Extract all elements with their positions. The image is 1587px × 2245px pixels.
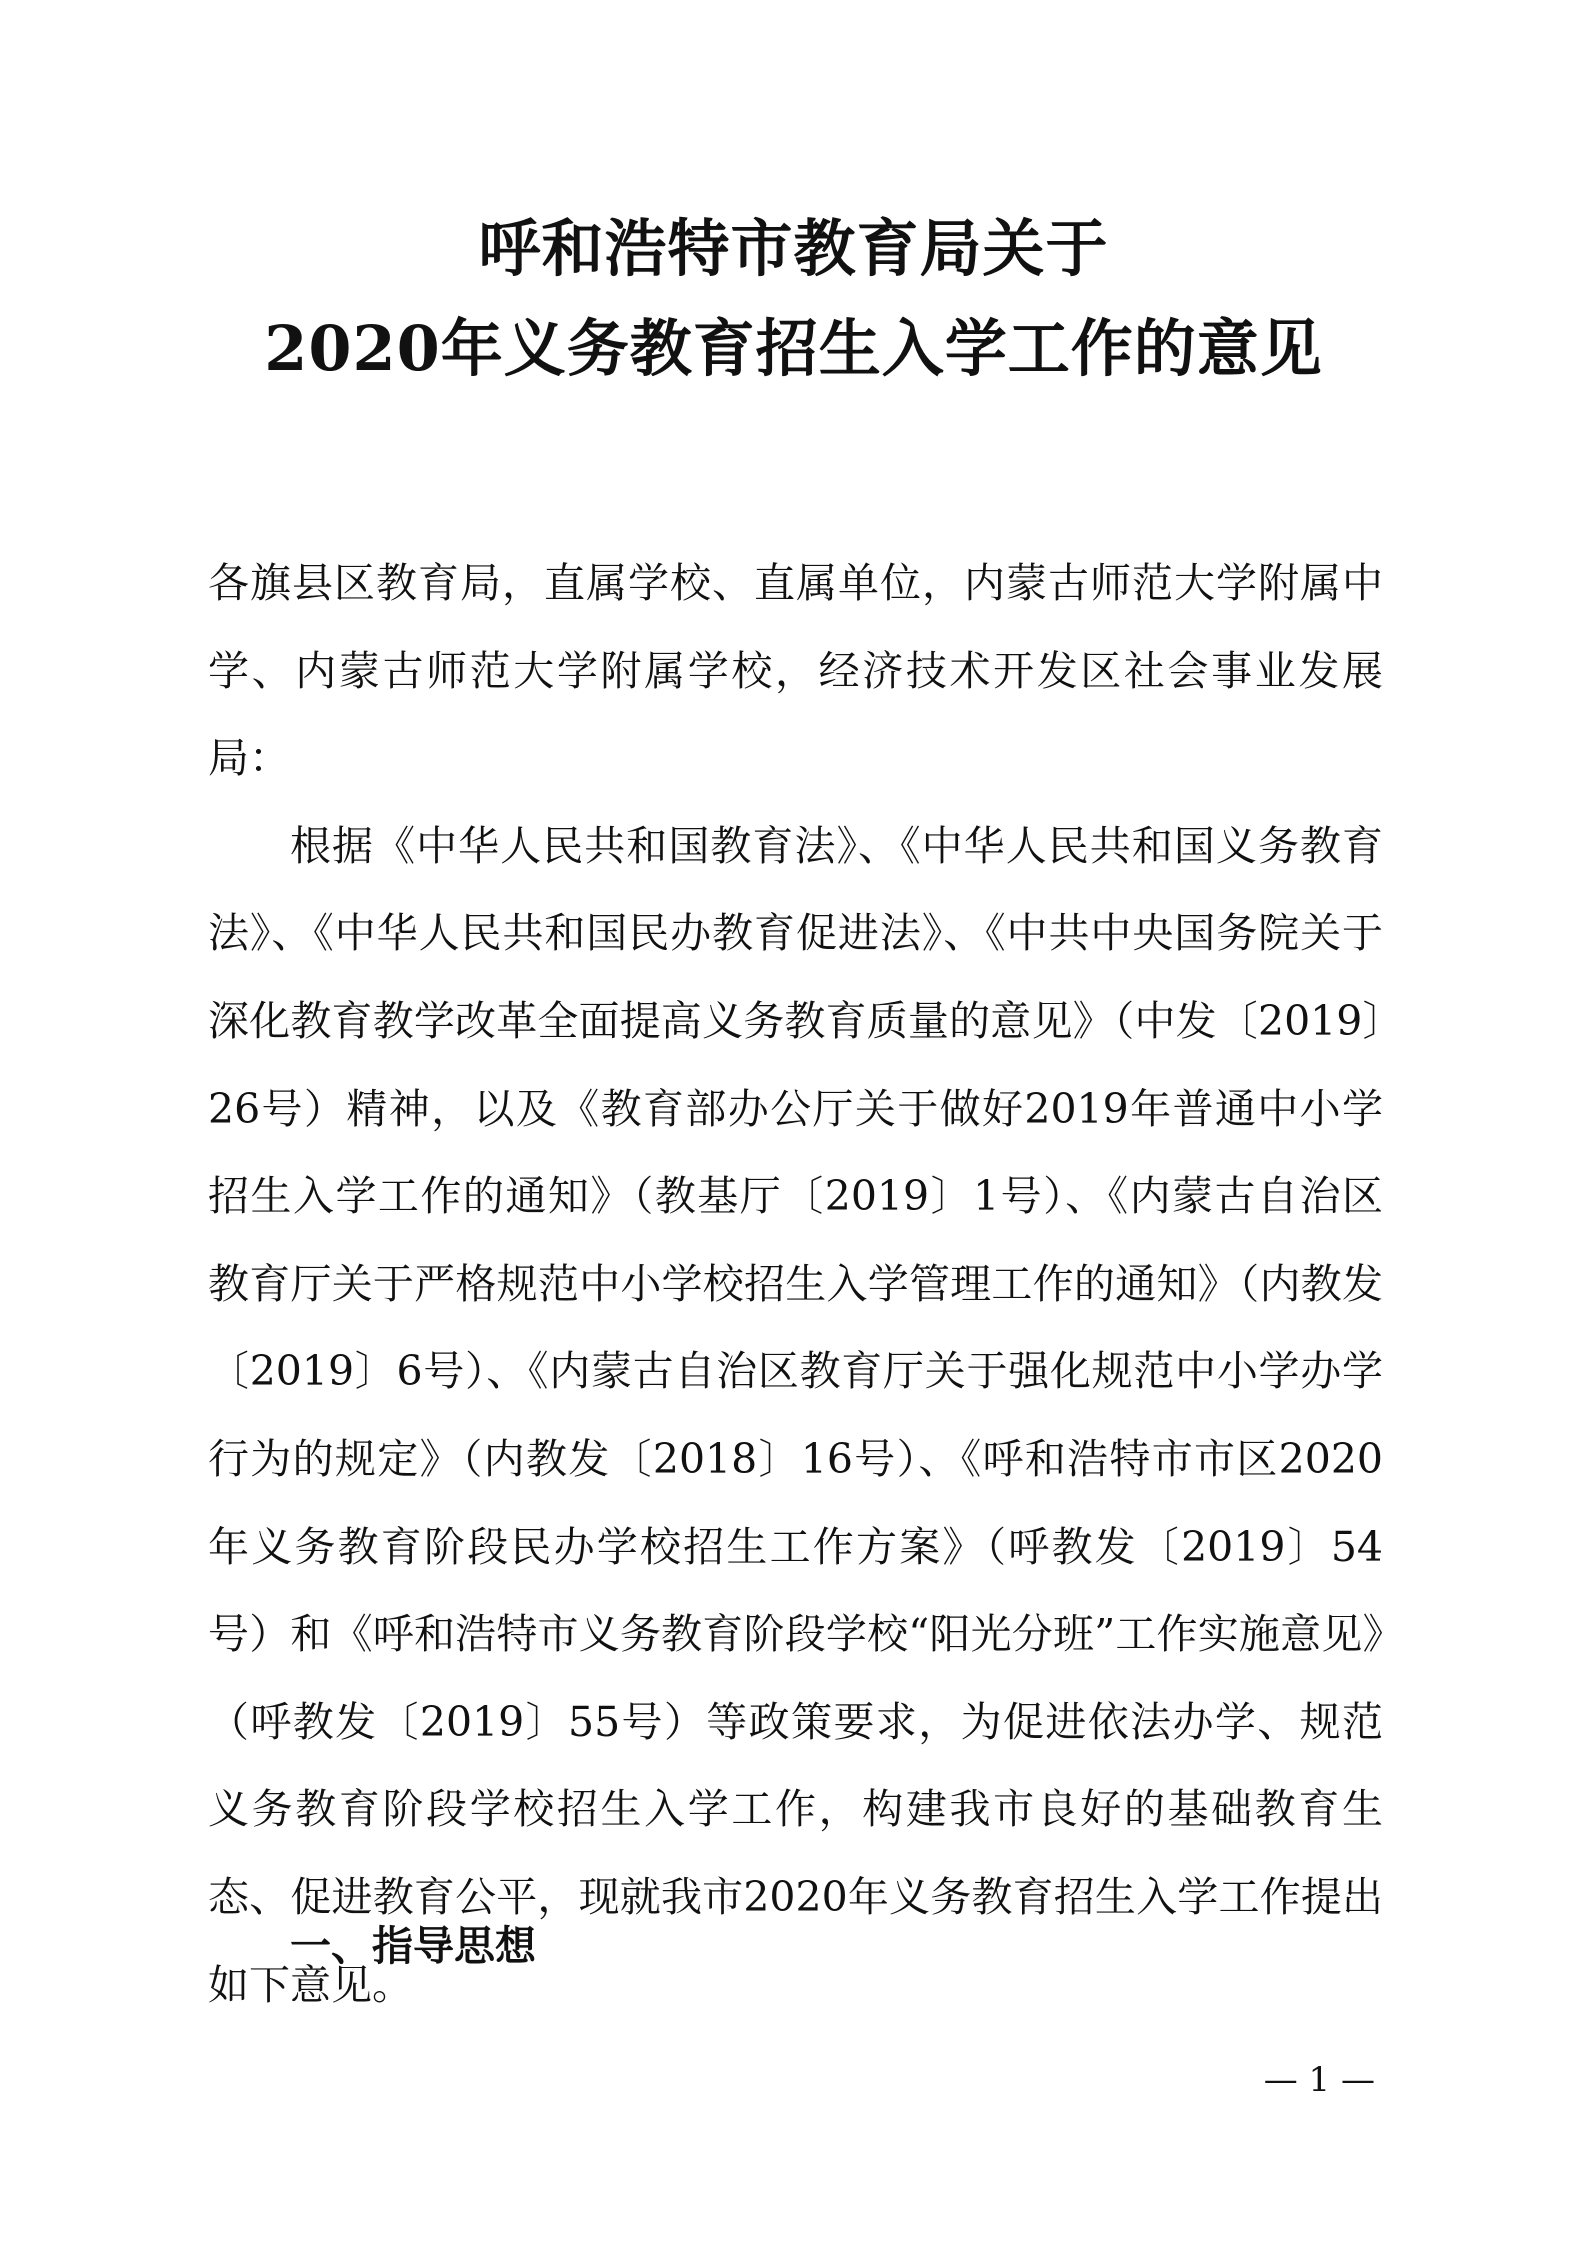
document-title-line-2: 2020年义务教育招生入学工作的意见	[264, 312, 1323, 385]
section-heading-guiding-ideology: 一、指导思想	[290, 1922, 536, 1970]
document-title-line-1: 呼和浩特市教育局关于	[478, 212, 1109, 285]
basis-paragraph: 根据《中华人民共和国教育法》、《中华人民共和国义务教育法》、《中华人民共和国民办教育促进法》、《中共中央国务院关于深化教育教学改革全面提高义务教育质量的意见》（中发〔2019〕26号）精神，以及《教育部办公厅关于做好2019年普通中小学招生入学工作的通知》（教基厅〔2019〕1号）、《内蒙古自治区教育厅关于严格规范中小学校招生入学管理工作的通知》（内教发〔2019〕6号）、《内蒙古自治区教育厅关于强化规范中小学办学行为的规定》（内教发〔2018〕16号）、《呼和浩特市市区2020年义务教育阶段民办学校招生工作方案》（呼教发〔2019〕54号）和《呼和浩特市义务教育阶段学校“阳光分班”工作实施意见》（呼教发〔2019〕55号）等政策要求，为促进依法办学、规范义务教育阶段学校招生入学工作，构建我市良好的基础教育生态、促进教育公平，现就我市2020年义务教育招生入学工作提出如下意见。	[208, 821, 1383, 2009]
salutation-paragraph: 各旗县区教育局，直属学校、直属单位，内蒙古师范大学附属中学、内蒙古师范大学附属学校，经济技术开发区社会事业发展局：	[208, 559, 1383, 783]
page-number: — 1 —	[1263, 2060, 1375, 2100]
document-body	[208, 540, 1383, 2029]
